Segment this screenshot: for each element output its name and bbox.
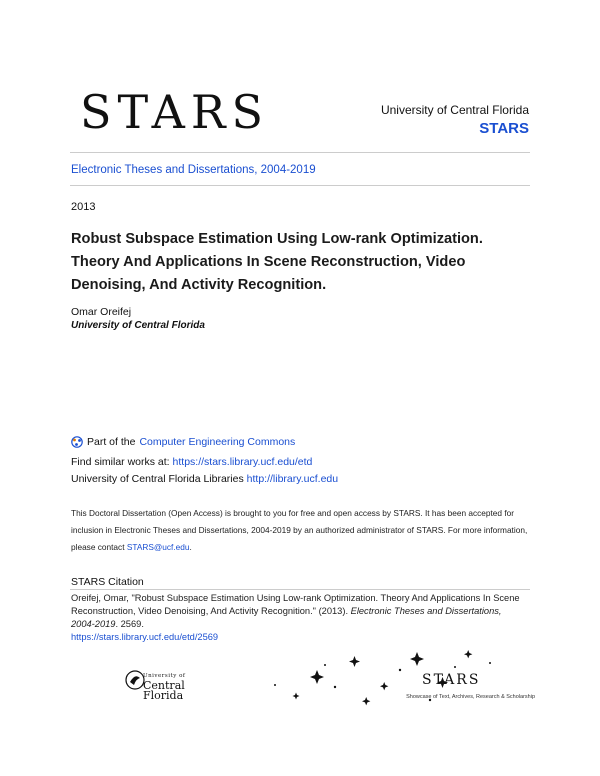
libraries-label: University of Central Florida Libraries <box>71 473 244 485</box>
ucf-small-text: University of <box>143 673 186 679</box>
libraries-line <box>71 473 338 485</box>
sparkle-decoration <box>205 645 535 715</box>
citation-block <box>71 592 526 644</box>
part-of-line <box>71 436 295 448</box>
university-name: University of Central Florida <box>380 103 529 117</box>
ucf-logo <box>125 665 215 705</box>
ucf-florida: Florida <box>143 689 184 702</box>
stars-footer-logo: STARS <box>422 672 481 688</box>
citation-heading: STARS Citation <box>71 576 144 588</box>
citation-number: . 2569. <box>115 619 144 629</box>
stars-tagline: Showcase of Text, Archives, Research & Scholarship <box>406 694 535 700</box>
libraries-link[interactable]: http://library.ucf.edu <box>246 473 339 485</box>
divider <box>70 185 530 186</box>
description-text: This Doctoral Dissertation (Open Access) is brought to you for free and open access by STARS. It has been accepted for inclusion in Electronic Theses and Dissertations, 2004-2019 by an authorized administrator of STARS. For more information, please contact <box>71 508 528 552</box>
similar-works-link[interactable]: https://stars.library.ucf.edu/etd <box>172 456 313 468</box>
collection-link[interactable]: Electronic Theses and Dissertations, 2004-2019 <box>71 164 316 176</box>
citation-text: Oreifej, Omar, "Robust Subspace Estimation Using Low-rank Optimization. Theory And Applications In Scene Reconstruction, Video Denoising, And Activity Recognition." (2013). <box>71 593 520 616</box>
access-description <box>71 505 536 556</box>
author-name: Omar Oreifej <box>71 306 132 318</box>
citation-url-link[interactable]: https://stars.library.ucf.edu/etd/2569 <box>71 632 219 642</box>
contact-email-link[interactable]: STARS@ucf.edu <box>126 542 190 552</box>
commons-link[interactable]: Computer Engineering Commons <box>139 436 296 448</box>
author-affiliation: University of Central Florida <box>71 320 205 331</box>
publication-year: 2013 <box>71 201 96 213</box>
description-end: . <box>189 542 192 552</box>
document-title: Robust Subspace Estimation Using Low-rank Optimization. Theory And Applications In Scene Reconstruction, Video Denoising, And Activity Recognition. <box>71 231 483 293</box>
ucf-wordmark <box>143 669 185 701</box>
ucf-central: Central <box>143 679 185 692</box>
network-icon <box>71 436 83 448</box>
similar-works-label: Find similar works at: <box>71 456 170 468</box>
similar-works-line <box>71 456 312 468</box>
pegasus-icon <box>125 667 145 693</box>
stars-link[interactable]: STARS <box>479 120 529 137</box>
divider <box>70 589 530 590</box>
stars-logo: STARS <box>80 85 270 139</box>
divider <box>70 152 530 153</box>
part-of-label: Part of the <box>87 436 136 448</box>
citation-journal: Electronic Theses and Dissertations, 2004-2019 <box>71 606 502 629</box>
